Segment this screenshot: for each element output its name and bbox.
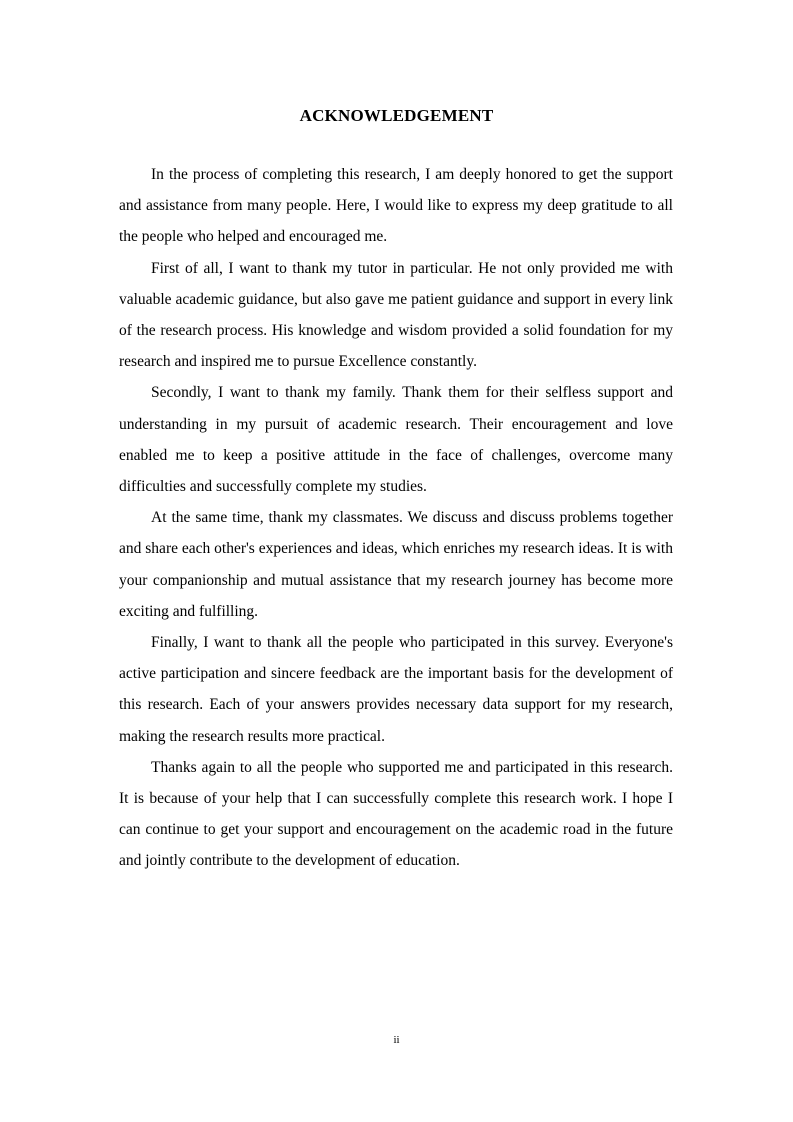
paragraph-intro: In the process of completing this research, I am deeply honored to get the support and assistance from many people. Here, I would like to express my deep gratitude to all the people who helped and encouraged me. xyxy=(119,166,673,246)
paragraph-closing: Thanks again to all the people who supported me and participated in this research. It is because of your help that I can successfully complete this research work. I hope I can continue to get your support and encouragement on the academic road in the future and jointly contribute to the development of education. xyxy=(119,758,673,870)
paragraph-family: Secondly, I want to thank my family. Thank them for their selfless support and understanding in my pursuit of academic research. Their encouragement and love enabled me to keep a positive attitude in the face of challenges, overcome many difficulties and successfully complete my studies. xyxy=(119,384,673,496)
page-title: ACKNOWLEDGEMENT xyxy=(299,106,494,125)
paragraph-participants: Finally, I want to thank all the people who participated in this survey. Everyone's active participation and sincere feedback are the important basis for the development of this research. Each of your answers provides necessary data support for my research, making the research results more practical. xyxy=(119,634,673,745)
paragraph-classmates: At the same time, thank my classmates. We discuss and discuss problems together and share each other's experiences and ideas, which enriches my research ideas. It is with your companionship and mutual assistance that my research journey has become more exciting and fulfilling. xyxy=(119,509,673,620)
body-text xyxy=(119,159,673,877)
page-number: ii xyxy=(393,1034,400,1046)
paragraph-tutor: First of all, I want to thank my tutor in particular. He not only provided me with valuable academic guidance, but also gave me patient guidance and support in every link of the research process. His knowledge and wisdom provided a solid foundation for my research and inspired me to pursue Excellence constantly. xyxy=(119,259,673,371)
